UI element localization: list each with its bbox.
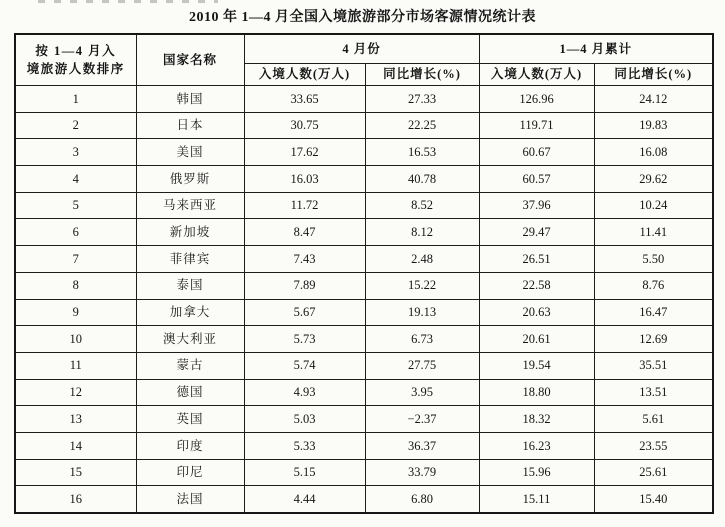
april-arrivals-cell: 16.03 <box>244 166 365 193</box>
cumulative-arrivals-cell: 126.96 <box>479 86 594 113</box>
rank-cell: 14 <box>15 432 136 459</box>
table-row <box>15 459 713 486</box>
header-group-cumulative: 1—4 月累计 <box>479 34 713 64</box>
rank-cell: 2 <box>15 112 136 139</box>
cumulative-growth-cell: 24.12 <box>594 86 713 113</box>
country-cell: 加拿大 <box>136 299 244 326</box>
country-cell: 德国 <box>136 379 244 406</box>
header-cumulative-growth: 同比增长(%) <box>594 64 713 86</box>
table-header <box>15 34 713 86</box>
cumulative-arrivals-cell: 18.32 <box>479 406 594 433</box>
cumulative-growth-cell: 5.50 <box>594 246 713 273</box>
cumulative-arrivals-cell: 20.63 <box>479 299 594 326</box>
cumulative-growth-cell: 25.61 <box>594 459 713 486</box>
cumulative-arrivals-cell: 60.67 <box>479 139 594 166</box>
cumulative-arrivals-cell: 19.54 <box>479 352 594 379</box>
country-cell: 韩国 <box>136 86 244 113</box>
april-arrivals-cell: 5.03 <box>244 406 365 433</box>
rank-cell: 8 <box>15 272 136 299</box>
table-row <box>15 432 713 459</box>
cumulative-growth-cell: 16.47 <box>594 299 713 326</box>
table-row <box>15 139 713 166</box>
country-cell: 英国 <box>136 406 244 433</box>
rank-cell: 11 <box>15 352 136 379</box>
country-cell: 泰国 <box>136 272 244 299</box>
rank-cell: 7 <box>15 246 136 273</box>
april-growth-cell: 36.37 <box>365 432 479 459</box>
april-arrivals-cell: 4.44 <box>244 486 365 513</box>
april-growth-cell: 15.22 <box>365 272 479 299</box>
april-arrivals-cell: 5.33 <box>244 432 365 459</box>
april-growth-cell: 27.33 <box>365 86 479 113</box>
april-arrivals-cell: 17.62 <box>244 139 365 166</box>
table-row <box>15 406 713 433</box>
country-cell: 法国 <box>136 486 244 513</box>
country-cell: 马来西亚 <box>136 192 244 219</box>
april-growth-cell: 8.52 <box>365 192 479 219</box>
table-row <box>15 326 713 353</box>
cumulative-growth-cell: 29.62 <box>594 166 713 193</box>
header-group-row <box>15 34 713 64</box>
cropped-text-remnant <box>38 0 218 3</box>
cumulative-arrivals-cell: 29.47 <box>479 219 594 246</box>
cumulative-growth-cell: 23.55 <box>594 432 713 459</box>
cumulative-arrivals-cell: 15.11 <box>479 486 594 513</box>
cumulative-arrivals-cell: 20.61 <box>479 326 594 353</box>
cumulative-arrivals-cell: 18.80 <box>479 379 594 406</box>
header-april-arrivals: 入境人数(万人) <box>244 64 365 86</box>
country-cell: 日本 <box>136 112 244 139</box>
cumulative-arrivals-cell: 16.23 <box>479 432 594 459</box>
table-row <box>15 86 713 113</box>
table-row <box>15 379 713 406</box>
table-row <box>15 112 713 139</box>
table-row <box>15 486 713 513</box>
header-group-april: 4 月份 <box>244 34 479 64</box>
country-cell: 澳大利亚 <box>136 326 244 353</box>
country-cell: 美国 <box>136 139 244 166</box>
april-growth-cell: 27.75 <box>365 352 479 379</box>
rank-cell: 1 <box>15 86 136 113</box>
rank-cell: 10 <box>15 326 136 353</box>
cumulative-arrivals-cell: 119.71 <box>479 112 594 139</box>
cumulative-growth-cell: 8.76 <box>594 272 713 299</box>
cumulative-growth-cell: 10.24 <box>594 192 713 219</box>
april-growth-cell: −2.37 <box>365 406 479 433</box>
april-arrivals-cell: 7.89 <box>244 272 365 299</box>
april-growth-cell: 16.53 <box>365 139 479 166</box>
cumulative-arrivals-cell: 60.57 <box>479 166 594 193</box>
table-row <box>15 352 713 379</box>
table-body <box>15 86 713 514</box>
country-cell: 俄罗斯 <box>136 166 244 193</box>
cumulative-arrivals-cell: 26.51 <box>479 246 594 273</box>
april-growth-cell: 6.80 <box>365 486 479 513</box>
april-growth-cell: 3.95 <box>365 379 479 406</box>
page-title: 2010 年 1—4 月全国入境旅游部分市场客源情况统计表 <box>189 10 536 25</box>
cumulative-growth-cell: 19.83 <box>594 112 713 139</box>
april-arrivals-cell: 5.67 <box>244 299 365 326</box>
header-rank: 按 1—4 月入 境旅游人数排序 <box>15 34 136 86</box>
april-arrivals-cell: 11.72 <box>244 192 365 219</box>
country-cell: 菲律宾 <box>136 246 244 273</box>
april-growth-cell: 8.12 <box>365 219 479 246</box>
april-arrivals-cell: 5.74 <box>244 352 365 379</box>
cumulative-growth-cell: 35.51 <box>594 352 713 379</box>
cumulative-arrivals-cell: 22.58 <box>479 272 594 299</box>
rank-cell: 6 <box>15 219 136 246</box>
april-growth-cell: 40.78 <box>365 166 479 193</box>
cumulative-growth-cell: 11.41 <box>594 219 713 246</box>
rank-cell: 13 <box>15 406 136 433</box>
cumulative-growth-cell: 13.51 <box>594 379 713 406</box>
april-arrivals-cell: 33.65 <box>244 86 365 113</box>
table-row <box>15 166 713 193</box>
header-april-growth: 同比增长(%) <box>365 64 479 86</box>
cumulative-arrivals-cell: 37.96 <box>479 192 594 219</box>
april-growth-cell: 33.79 <box>365 459 479 486</box>
april-arrivals-cell: 7.43 <box>244 246 365 273</box>
april-growth-cell: 6.73 <box>365 326 479 353</box>
country-cell: 印尼 <box>136 459 244 486</box>
country-cell: 印度 <box>136 432 244 459</box>
april-arrivals-cell: 5.73 <box>244 326 365 353</box>
table-row <box>15 272 713 299</box>
table-row <box>15 246 713 273</box>
rank-cell: 4 <box>15 166 136 193</box>
cumulative-growth-cell: 16.08 <box>594 139 713 166</box>
country-cell: 蒙古 <box>136 352 244 379</box>
april-arrivals-cell: 4.93 <box>244 379 365 406</box>
cumulative-growth-cell: 15.40 <box>594 486 713 513</box>
cumulative-growth-cell: 5.61 <box>594 406 713 433</box>
april-growth-cell: 22.25 <box>365 112 479 139</box>
rank-cell: 16 <box>15 486 136 513</box>
april-growth-cell: 19.13 <box>365 299 479 326</box>
cumulative-arrivals-cell: 15.96 <box>479 459 594 486</box>
rank-cell: 3 <box>15 139 136 166</box>
header-cumulative-arrivals: 入境人数(万人) <box>479 64 594 86</box>
april-growth-cell: 2.48 <box>365 246 479 273</box>
april-arrivals-cell: 5.15 <box>244 459 365 486</box>
table-row <box>15 219 713 246</box>
tourism-stats-table <box>14 33 714 514</box>
rank-cell: 12 <box>15 379 136 406</box>
rank-cell: 15 <box>15 459 136 486</box>
table-row <box>15 192 713 219</box>
cumulative-growth-cell: 12.69 <box>594 326 713 353</box>
country-cell: 新加坡 <box>136 219 244 246</box>
table-row <box>15 299 713 326</box>
april-arrivals-cell: 8.47 <box>244 219 365 246</box>
april-arrivals-cell: 30.75 <box>244 112 365 139</box>
header-country: 国家名称 <box>136 34 244 86</box>
rank-cell: 5 <box>15 192 136 219</box>
rank-cell: 9 <box>15 299 136 326</box>
